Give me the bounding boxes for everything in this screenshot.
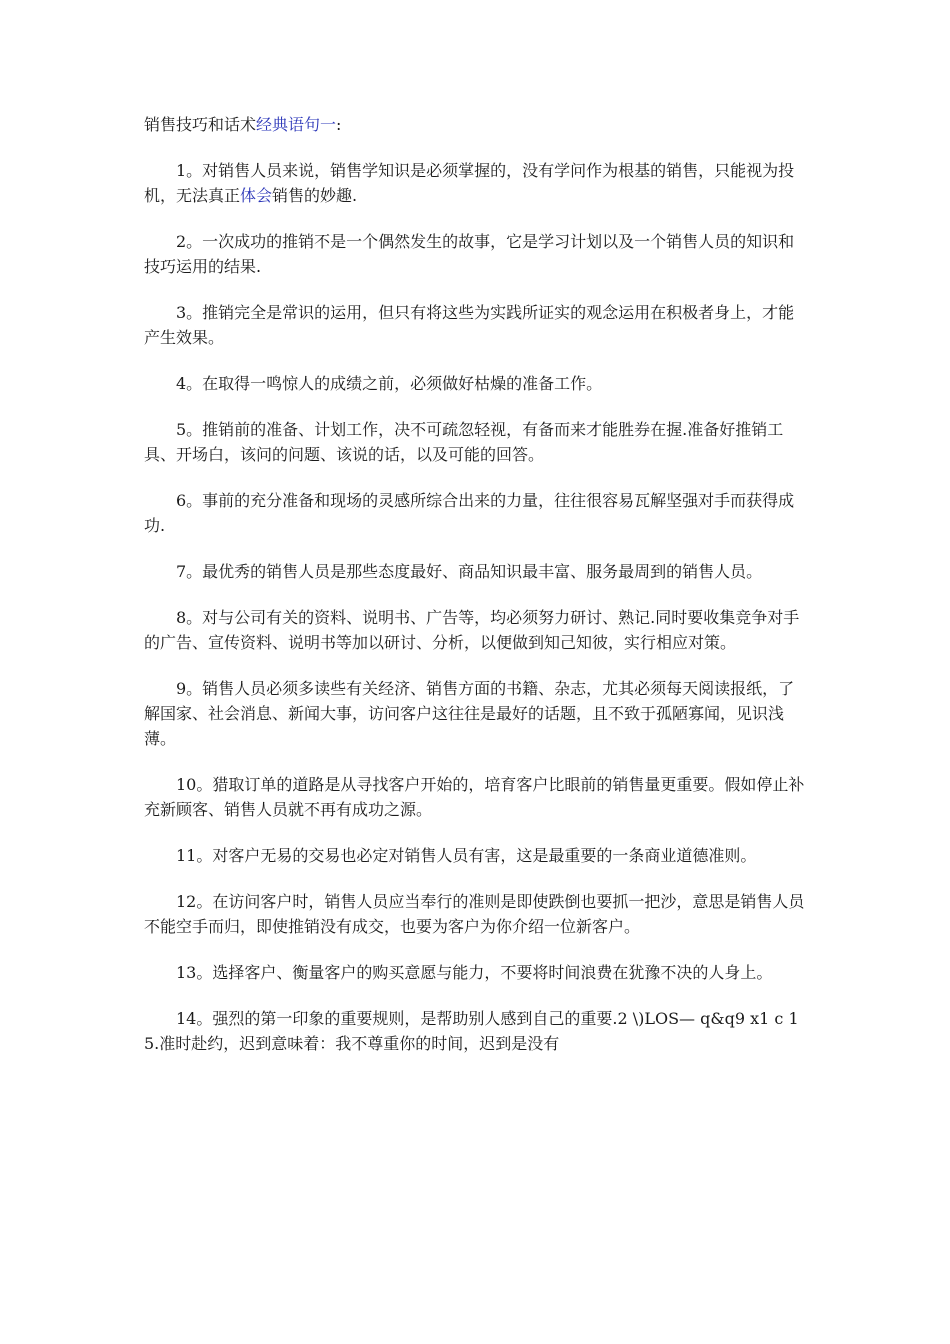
paragraph-7: 7。最优秀的销售人员是那些态度最好、商品知识最丰富、服务最周到的销售人员。 bbox=[176, 562, 763, 581]
paragraph-1-text-before: 1。对销售人员来说，销售学知识是必须掌握的，没有学问作为根基的销售，只能视为投机，无法真正 bbox=[144, 161, 795, 205]
paragraph-3: 3。推销完全是常识的运用，但只有将这些为实践所证实的观念运用在积极者身上，才能产生效果。 bbox=[144, 303, 795, 347]
paragraph-4: 4。在取得一鸣惊人的成绩之前，必须做好枯燥的准备工作。 bbox=[176, 374, 603, 393]
paragraph-10: 10。猎取订单的道路是从寻找客户开始的，培育客户比眼前的销售量更重要。假如停止补充新顾客、销售人员就不再有成功之源。 bbox=[144, 775, 805, 819]
heading-text: 销售技巧和话术 bbox=[144, 115, 257, 134]
document-heading bbox=[144, 112, 808, 137]
heading-link[interactable]: 经典语句一 bbox=[256, 115, 337, 134]
paragraph-8: 8。对与公司有关的资料、说明书、广告等，均必须努力研讨、熟记.同时要收集竞争对手的广告、宣传资料、说明书等加以研讨、分析，以便做到知己知彼，实行相应对策。 bbox=[144, 608, 800, 652]
paragraph-11: 11。对客户无易的交易也必定对销售人员有害，这是最重要的一条商业道德准则。 bbox=[176, 846, 757, 865]
paragraph-1-text-after: 销售的妙趣. bbox=[272, 186, 358, 205]
paragraph-14: 14。强烈的第一印象的重要规则，是帮助别人感到自己的重要.2 \)LOS— q&q9 x1 c 15.准时赴约，迟到意味着：我不尊重你的时间，迟到是没有 bbox=[144, 1009, 799, 1053]
paragraph-1-link[interactable]: 体会 bbox=[240, 186, 273, 205]
paragraph-12: 12。在访问客户时，销售人员应当奉行的准则是即使跌倒也要抓一把沙，意思是销售人员不能空手而归，即使推销没有成交，也要为客户为你介绍一位新客户。 bbox=[144, 892, 805, 936]
paragraph-6: 6。事前的充分准备和现场的灵感所综合出来的力量，往往很容易瓦解坚强对手而获得成功. bbox=[144, 491, 795, 535]
paragraph-2: 2。一次成功的推销不是一个偶然发生的故事，它是学习计划以及一个销售人员的知识和技巧运用的结果. bbox=[144, 232, 795, 276]
document-body bbox=[144, 112, 808, 1077]
paragraph-9: 9。销售人员必须多读些有关经济、销售方面的书籍、杂志，尤其必须每天阅读报纸，了解国家、社会消息、新闻大事，访问客户这往往是最好的话题，且不致于孤陋寡闻，见识浅薄。 bbox=[144, 679, 795, 748]
paragraph-1 bbox=[144, 158, 808, 208]
paragraph-5: 5。推销前的准备、计划工作，决不可疏忽轻视，有备而来才能胜券在握.准备好推销工具、开场白，该问的问题、该说的话，以及可能的回答。 bbox=[144, 420, 784, 464]
paragraph-13: 13。选择客户、衡量客户的购买意愿与能力，不要将时间浪费在犹豫不决的人身上。 bbox=[176, 963, 773, 982]
heading-suffix: : bbox=[336, 115, 342, 134]
